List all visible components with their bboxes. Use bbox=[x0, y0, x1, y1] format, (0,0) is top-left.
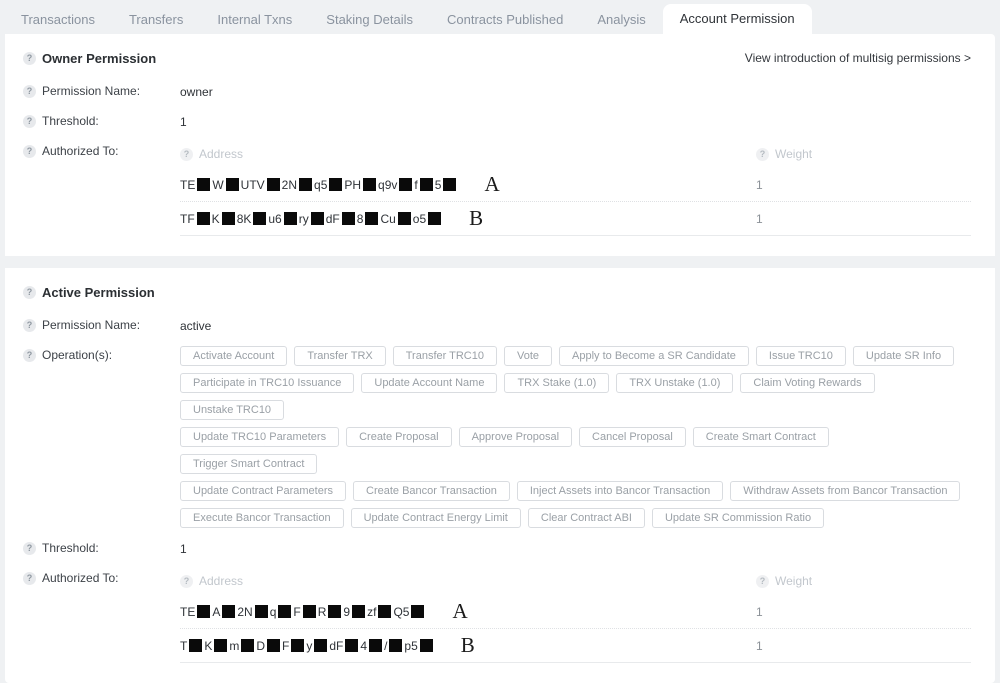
authorized-to-label: ? Authorized To: bbox=[23, 569, 180, 585]
owner-permission-title bbox=[23, 51, 156, 66]
operation-chip: Apply to Become a SR Candidate bbox=[559, 346, 749, 366]
operation-chip: Execute Bancor Transaction bbox=[180, 508, 344, 528]
tab-internal-txns[interactable]: Internal Txns bbox=[217, 12, 293, 27]
redacted-address: TE W UTV 2N q5 PH q9v f 5 bbox=[180, 178, 458, 192]
operation-chip: Vote bbox=[504, 346, 552, 366]
authorized-address[interactable] bbox=[180, 208, 756, 229]
address-tag-letter: B bbox=[469, 206, 484, 230]
owner-authorized-row bbox=[23, 142, 971, 236]
operations-row bbox=[180, 346, 971, 373]
redacted-address: TF K 8K u6 ry dF 8 Cu o5 bbox=[180, 212, 443, 226]
address-tag-letter: A bbox=[452, 599, 468, 623]
operation-chip: Update SR Commission Ratio bbox=[652, 508, 824, 528]
redaction-box bbox=[284, 212, 297, 225]
authorized-row bbox=[180, 168, 971, 202]
operations-row bbox=[180, 508, 971, 535]
redacted-address: TE A 2N q F R 9 zf Q5 bbox=[180, 605, 426, 619]
operation-chip: Claim Voting Rewards bbox=[740, 373, 874, 393]
authorized-address[interactable] bbox=[180, 635, 756, 656]
tab-analysis[interactable]: Analysis bbox=[597, 12, 646, 27]
redaction-box bbox=[378, 605, 391, 618]
operation-chip: Transfer TRC10 bbox=[393, 346, 497, 366]
redaction-box bbox=[241, 639, 254, 652]
help-icon[interactable]: ? bbox=[23, 52, 36, 65]
help-icon[interactable]: ? bbox=[23, 319, 36, 332]
redaction-box bbox=[352, 605, 365, 618]
operation-chip: Activate Account bbox=[180, 346, 287, 366]
help-icon[interactable]: ? bbox=[180, 148, 193, 161]
operation-chip: Inject Assets into Bancor Transaction bbox=[517, 481, 723, 501]
threshold-label: ? Threshold: bbox=[23, 539, 180, 555]
redaction-box bbox=[267, 178, 280, 191]
operations-label: ? Operation(s): bbox=[23, 346, 180, 362]
redaction-box bbox=[222, 605, 235, 618]
redaction-box bbox=[329, 178, 342, 191]
active-permission-title-text: Active Permission bbox=[42, 284, 155, 300]
help-icon[interactable]: ? bbox=[23, 542, 36, 555]
operations-row bbox=[180, 373, 971, 427]
authorized-to-label: ? Authorized To: bbox=[23, 142, 180, 158]
operation-chip: Create Bancor Transaction bbox=[353, 481, 510, 501]
redaction-box bbox=[226, 178, 239, 191]
redaction-box bbox=[299, 178, 312, 191]
authorized-table-header bbox=[180, 569, 971, 593]
authorized-address[interactable] bbox=[180, 174, 756, 195]
operation-chip: Create Proposal bbox=[346, 427, 452, 447]
weight-value: 1 bbox=[756, 211, 763, 226]
address-column-header: ? Address bbox=[180, 147, 756, 161]
tab-bar bbox=[0, 0, 1000, 34]
authorized-row bbox=[180, 202, 971, 236]
content-card bbox=[5, 34, 995, 683]
tab-account-permission[interactable]: Account Permission bbox=[663, 4, 812, 34]
redaction-box bbox=[363, 178, 376, 191]
owner-permission-name-row bbox=[23, 82, 971, 108]
permission-name-value: active bbox=[180, 319, 212, 333]
redaction-box bbox=[345, 639, 358, 652]
redaction-box bbox=[365, 212, 378, 225]
redaction-box bbox=[255, 605, 268, 618]
redaction-box bbox=[214, 639, 227, 652]
tab-transactions[interactable]: Transactions bbox=[21, 12, 95, 27]
redaction-box bbox=[443, 178, 456, 191]
redaction-box bbox=[303, 605, 316, 618]
operation-chip: Issue TRC10 bbox=[756, 346, 846, 366]
active-authorized-row bbox=[23, 569, 971, 663]
help-icon[interactable]: ? bbox=[23, 85, 36, 98]
weight-value: 1 bbox=[756, 638, 763, 653]
operation-chip: Update Contract Parameters bbox=[180, 481, 346, 501]
operations-row bbox=[180, 481, 971, 508]
threshold-value: 1 bbox=[180, 542, 187, 556]
operation-chip: TRX Stake (1.0) bbox=[504, 373, 609, 393]
help-icon[interactable]: ? bbox=[23, 349, 36, 362]
operation-chip: Update Contract Energy Limit bbox=[351, 508, 521, 528]
operation-chip: Transfer TRX bbox=[294, 346, 385, 366]
threshold-label: ? Threshold: bbox=[23, 112, 180, 128]
operation-chip: Withdraw Assets from Bancor Transaction bbox=[730, 481, 960, 501]
redaction-box bbox=[189, 639, 202, 652]
owner-permission-header bbox=[23, 48, 971, 68]
active-threshold-row bbox=[23, 539, 971, 565]
address-tag-letter: A bbox=[484, 172, 500, 196]
tab-staking-details[interactable]: Staking Details bbox=[326, 12, 413, 27]
redaction-box bbox=[389, 639, 402, 652]
authorized-row bbox=[180, 595, 971, 629]
redaction-box bbox=[398, 212, 411, 225]
operations-chips bbox=[180, 346, 971, 535]
weight-column-header: ? Weight bbox=[756, 574, 971, 588]
redaction-box bbox=[197, 605, 210, 618]
operation-chip: Create Smart Contract bbox=[693, 427, 829, 447]
redaction-box bbox=[342, 212, 355, 225]
owner-authorized-table bbox=[180, 142, 971, 236]
redaction-box bbox=[420, 639, 433, 652]
help-icon[interactable]: ? bbox=[756, 148, 769, 161]
operation-chip: Participate in TRC10 Issuance bbox=[180, 373, 354, 393]
permission-name-label: ? Permission Name: bbox=[23, 82, 180, 98]
redaction-box bbox=[428, 212, 441, 225]
redaction-box bbox=[197, 178, 210, 191]
tab-transfers[interactable]: Transfers bbox=[128, 12, 184, 27]
redaction-box bbox=[267, 639, 280, 652]
tab-contracts-published[interactable]: Contracts Published bbox=[447, 12, 564, 27]
help-icon[interactable]: ? bbox=[756, 575, 769, 588]
authorized-row bbox=[180, 629, 971, 663]
redaction-box bbox=[420, 178, 433, 191]
help-icon[interactable]: ? bbox=[23, 115, 36, 128]
operation-chip: Clear Contract ABI bbox=[528, 508, 645, 528]
help-icon[interactable]: ? bbox=[23, 286, 36, 299]
redaction-box bbox=[197, 212, 210, 225]
operation-chip: Update TRC10 Parameters bbox=[180, 427, 339, 447]
owner-permission-title-text: Owner Permission bbox=[42, 50, 157, 66]
operation-chip: Cancel Proposal bbox=[579, 427, 686, 447]
operations-row bbox=[180, 427, 971, 481]
active-operations-row bbox=[23, 346, 971, 535]
redacted-address: T K m D F y dF 4 / p5 bbox=[180, 639, 435, 653]
active-permission-section bbox=[5, 268, 995, 683]
authorized-table-header bbox=[180, 142, 971, 166]
redaction-box bbox=[222, 212, 235, 225]
active-permission-title bbox=[23, 285, 155, 300]
help-icon[interactable]: ? bbox=[180, 575, 193, 588]
address-column-header: ? Address bbox=[180, 574, 756, 588]
operation-chip: Unstake TRC10 bbox=[180, 400, 284, 420]
weight-column-header: ? Weight bbox=[756, 147, 971, 161]
operation-chip: TRX Unstake (1.0) bbox=[616, 373, 733, 393]
address-tag-letter: B bbox=[460, 633, 475, 657]
redaction-box bbox=[411, 605, 424, 618]
redaction-box bbox=[278, 605, 291, 618]
operation-chip: Update Account Name bbox=[361, 373, 497, 393]
operation-chip: Update SR Info bbox=[853, 346, 954, 366]
owner-permission-section bbox=[5, 34, 995, 256]
weight-value: 1 bbox=[756, 177, 763, 192]
active-permission-header bbox=[23, 282, 971, 302]
threshold-value: 1 bbox=[180, 115, 187, 129]
weight-value: 1 bbox=[756, 604, 763, 619]
permission-name-value: owner bbox=[180, 85, 213, 99]
active-authorized-table bbox=[180, 569, 971, 663]
redaction-box bbox=[311, 212, 324, 225]
owner-threshold-row bbox=[23, 112, 971, 138]
help-icon[interactable]: ? bbox=[23, 572, 36, 585]
authorized-address[interactable] bbox=[180, 601, 756, 622]
redaction-box bbox=[253, 212, 266, 225]
permission-name-label: ? Permission Name: bbox=[23, 316, 180, 332]
redaction-box bbox=[399, 178, 412, 191]
help-icon[interactable]: ? bbox=[23, 145, 36, 158]
redaction-box bbox=[291, 639, 304, 652]
operation-chip: Approve Proposal bbox=[459, 427, 572, 447]
active-permission-name-row bbox=[23, 316, 971, 342]
section-divider bbox=[5, 256, 995, 268]
redaction-box bbox=[369, 639, 382, 652]
operation-chip: Trigger Smart Contract bbox=[180, 454, 317, 474]
redaction-box bbox=[314, 639, 327, 652]
multisig-intro-link[interactable]: View introduction of multisig permissions > bbox=[744, 51, 971, 65]
redaction-box bbox=[328, 605, 341, 618]
